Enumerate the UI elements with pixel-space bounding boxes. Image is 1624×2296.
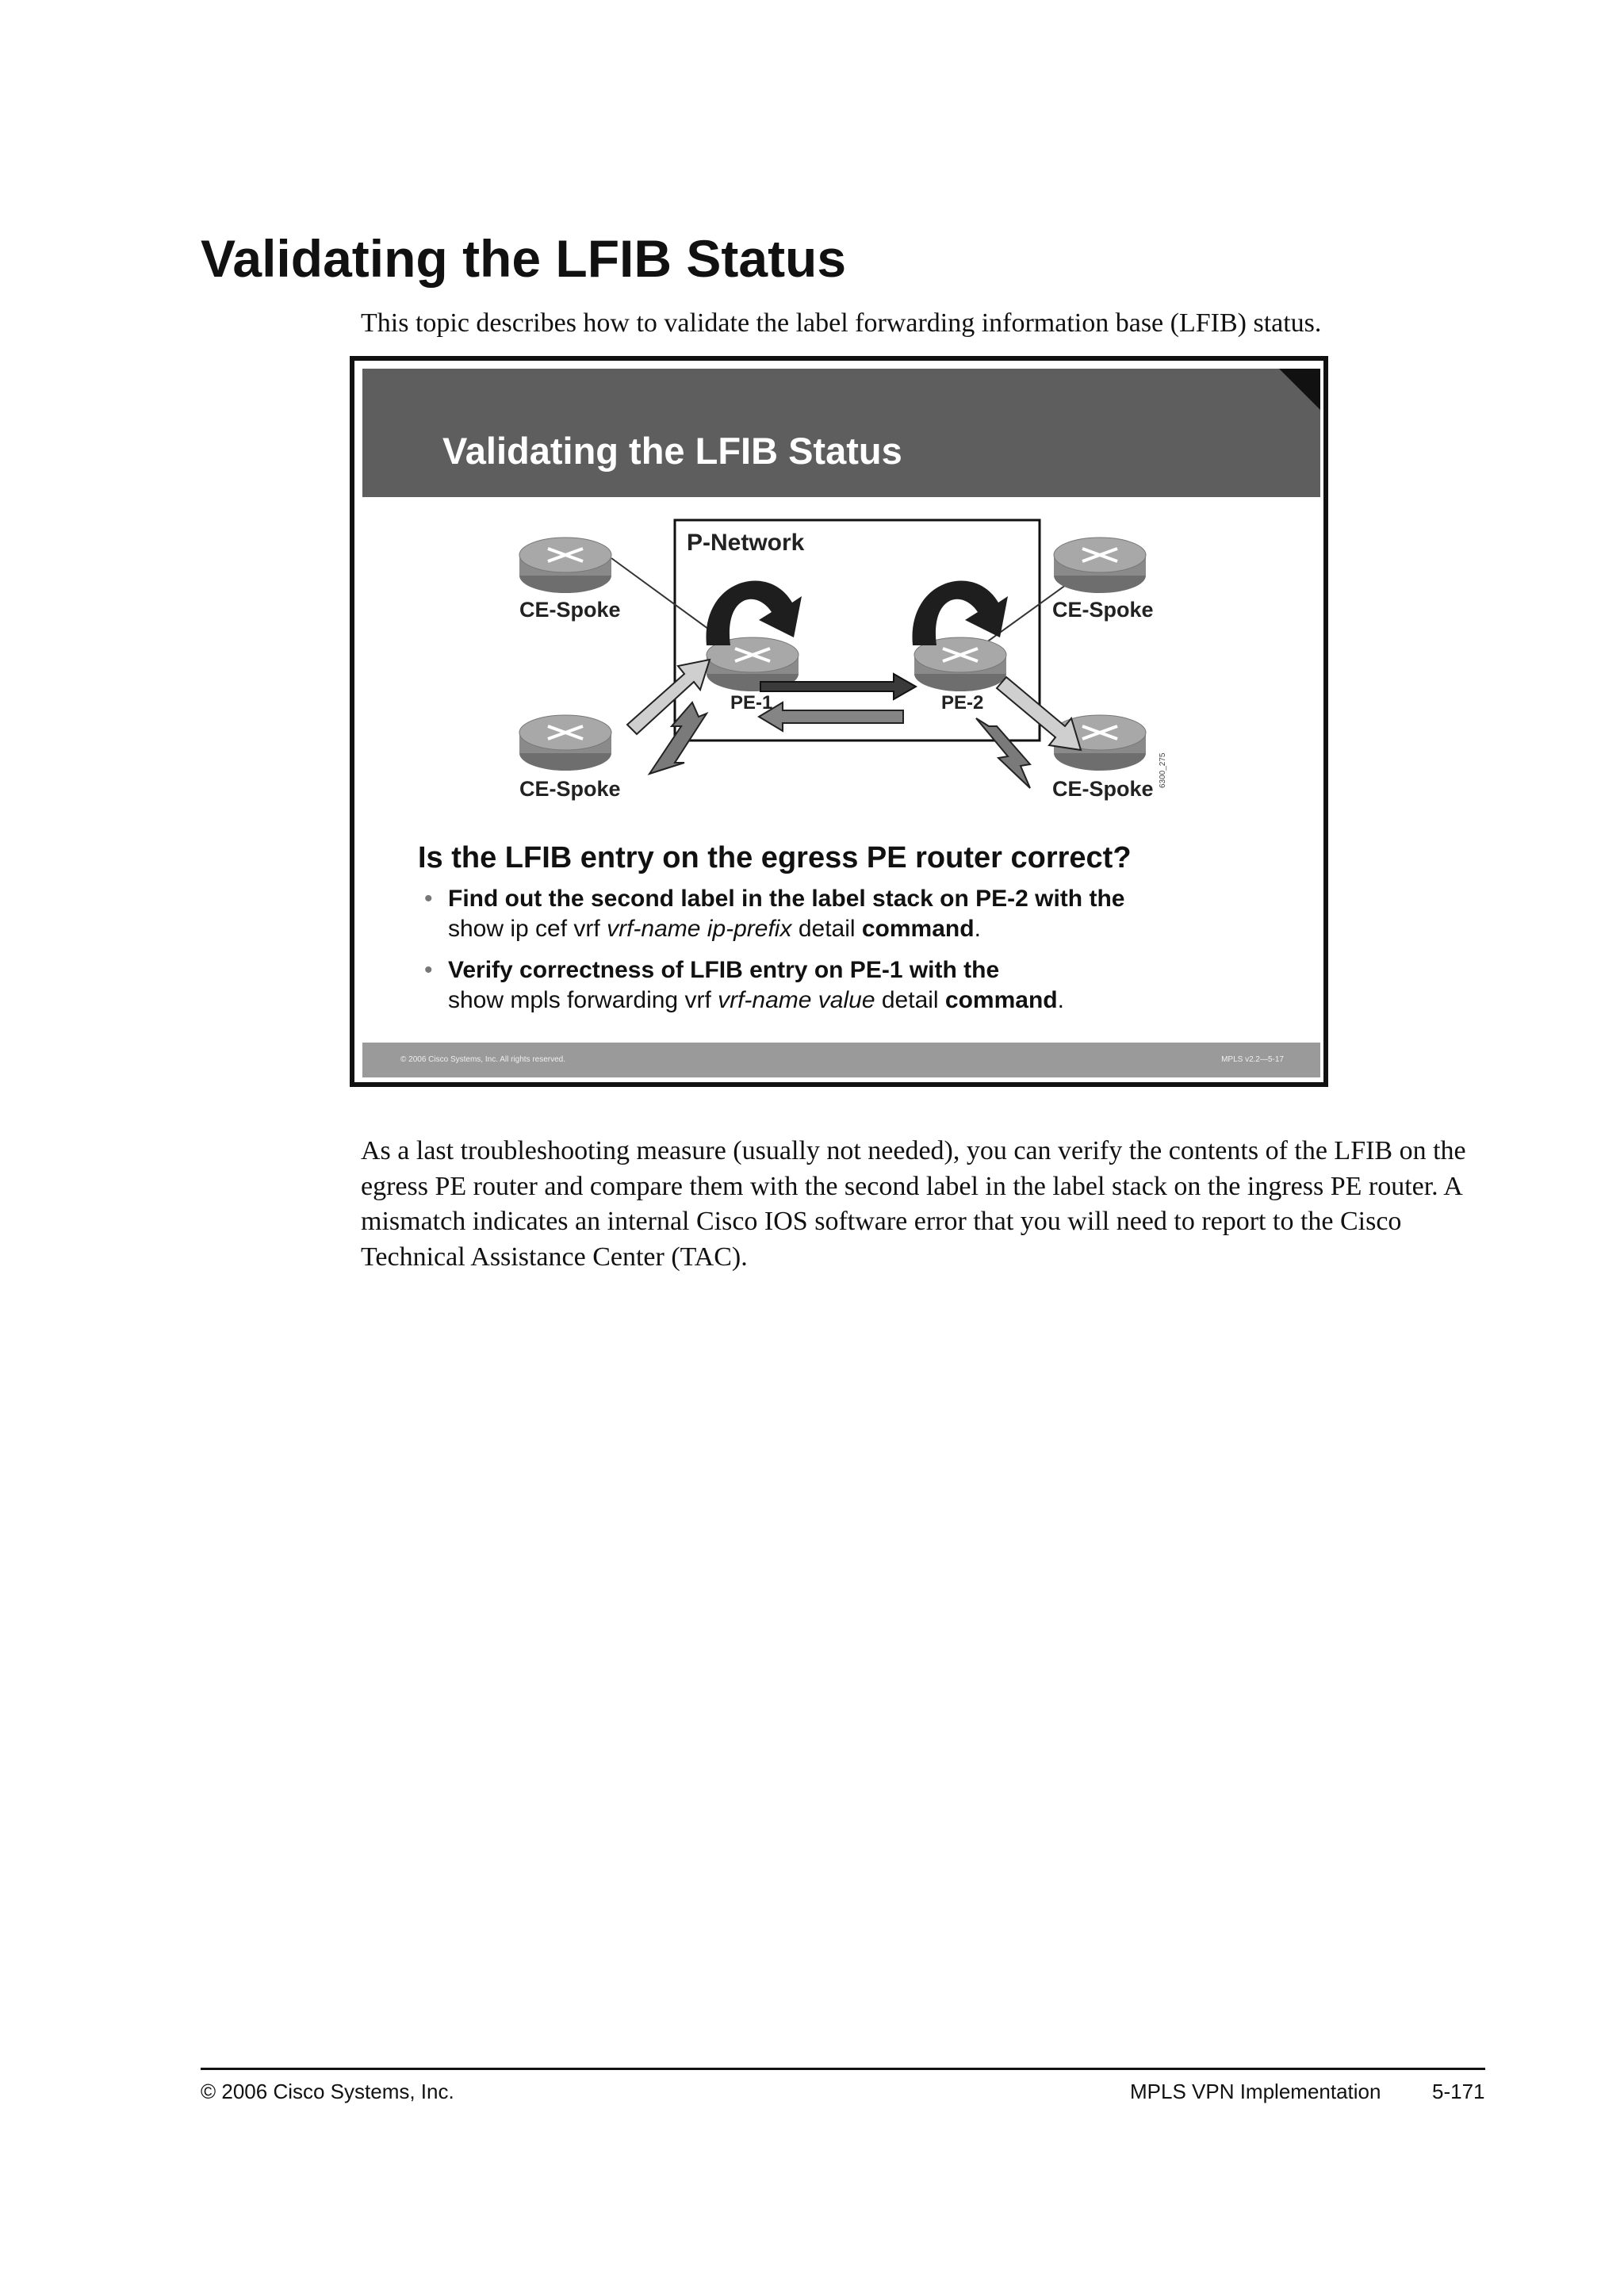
ce-bottom-right-label: CE-Spoke [1052,777,1154,801]
router-pe2-icon [914,637,1006,691]
ce-top-right-label: CE-Spoke [1052,598,1154,622]
bullet-cmd: show mpls forwarding vrf [448,987,718,1013]
bullet-lead: Verify correctness of LFIB entry on PE-1 with the [448,957,1000,983]
footer-copyright: © 2006 Cisco Systems, Inc. [201,2080,454,2103]
body-paragraph: As a last troubleshooting measure (usually not needed), you can verify the contents of the LFIB on the egress PE router and compare them with the second label in the label stack on the ingress PE router. A mismatch indicates an internal Cisco IOS software error that you will need to report to the Cisco Technical Assistance Center (TAC). [361,1136,1466,1272]
slide-footer-copyright: © 2006 Cisco Systems, Inc. All rights reserved. [400,1055,566,1064]
slide-bullets [424,884,1297,1027]
bullet-cmd-tail: detail [875,987,945,1013]
bullet-item [424,884,1297,944]
footer-rule [201,2068,1485,2070]
slide-title: Validating the LFIB Status [442,430,902,472]
slide-footer-version: MPLS v2.2—5-17 [1221,1055,1284,1064]
slide-footer [362,1043,1320,1077]
footer-course: MPLS VPN Implementation [1130,2080,1381,2103]
bullet-command-word: command [861,916,975,942]
p-network-label: P-Network [687,530,805,556]
bullet-lead: Find out the second label in the label stack on PE-2 with the [448,886,1125,912]
corner-tab-icon [1279,369,1320,410]
bullet-cmd-tail: detail [791,916,862,942]
bullet-item [424,955,1297,1016]
bullet-end: . [1057,987,1064,1013]
bullet-arg: vrf-name ip-prefix [607,916,792,942]
intro-text: This topic describes how to validate the label forwarding information base (LFIB) status. [361,308,1322,338]
router-ce-bottom-left-icon [519,715,611,771]
slide-question: Is the LFIB entry on the egress PE router correct? [418,841,1132,874]
figure-id: 6300_275 [1159,752,1167,788]
bullet-arg: vrf-name value [718,987,875,1013]
bullet-cmd: show ip cef vrf [448,916,607,942]
slide-figure [350,356,1328,1087]
network-diagram [516,519,1198,828]
footer-page-number: 5-171 [1432,2080,1485,2103]
pe2-label: PE-2 [941,692,984,714]
bullet-command-word: command [944,987,1058,1013]
bullet-end: . [974,916,981,942]
slide-header [362,369,1320,497]
pe1-label: PE-1 [730,692,773,714]
ce-bottom-left-label: CE-Spoke [519,777,621,801]
ce-top-left-label: CE-Spoke [519,598,621,622]
router-ce-top-right-icon [1054,538,1146,593]
page-title: Validating the LFIB Status [201,229,847,288]
router-ce-top-left-icon [519,538,611,593]
